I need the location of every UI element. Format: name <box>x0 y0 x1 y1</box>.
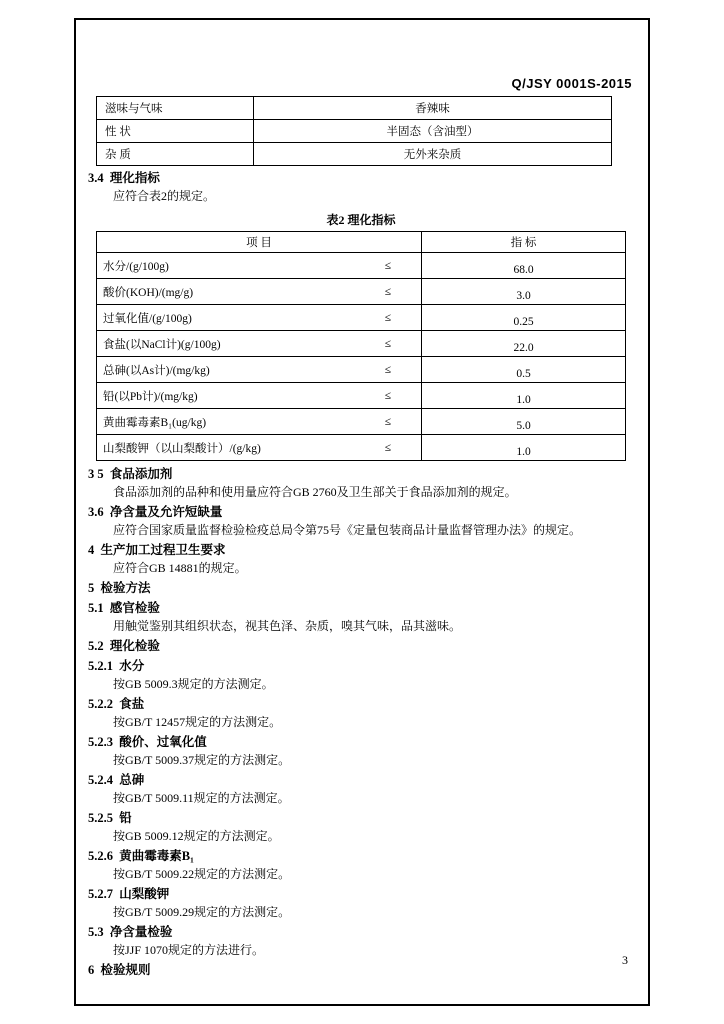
indicator-row <box>97 357 626 383</box>
indicator-name: 过氧化值/(g/100g) <box>103 312 192 325</box>
indicator-row <box>97 305 626 331</box>
indicator-name: 铅(以Pb计)/(mg/kg) <box>103 390 198 403</box>
document-body-sections <box>88 467 634 978</box>
relation-symbol: ≤ <box>384 311 391 324</box>
spec-label: 滋味与气味 <box>97 97 254 120</box>
section-paragraph: 按GB 5009.3规定的方法测定。 <box>113 677 274 691</box>
section-heading: 5 检验方法 <box>88 581 151 595</box>
column-header-value: 指 标 <box>422 232 626 253</box>
indicator-name: 食盐(以NaCl计)(g/100g) <box>103 338 221 351</box>
indicator-value: 3.0 <box>422 279 626 305</box>
section-paragraph: 按GB/T 5009.29规定的方法测定。 <box>113 905 291 919</box>
indicator-row <box>97 253 626 279</box>
spec-table-row <box>97 97 612 120</box>
indicator-row <box>97 409 626 435</box>
indicator-name: 黄曲霉毒素B₁(ug/kg) <box>103 416 207 429</box>
table2-header-row <box>97 232 626 253</box>
section-heading: 5.2.3 酸价、过氧化值 <box>88 735 207 749</box>
indicator-value: 0.5 <box>422 357 626 383</box>
relation-symbol: ≤ <box>384 259 391 272</box>
indicator-name: 总砷(以As计)/(mg/kg) <box>103 364 210 377</box>
section-paragraph: 按GB/T 12457规定的方法测定。 <box>113 715 282 729</box>
column-header-item: 项 目 <box>97 232 422 253</box>
relation-symbol: ≤ <box>384 415 391 428</box>
indicator-value: 1.0 <box>422 383 626 409</box>
indicator-value: 5.0 <box>422 409 626 435</box>
indicator-value: 22.0 <box>422 331 626 357</box>
section-heading: 6 检验规则 <box>88 963 151 977</box>
section-heading: 5.1 感官检验 <box>88 601 160 615</box>
section-heading: 5.2.6 黄曲霉毒素B₁ <box>88 849 194 863</box>
section-heading: 5.2.4 总砷 <box>88 773 145 787</box>
indicator-item-cell <box>97 357 422 383</box>
indicator-name: 水分/(g/100g) <box>103 260 169 273</box>
section-heading: 5.2.1 水分 <box>88 659 145 673</box>
physicochemical-table <box>96 231 626 461</box>
spec-value: 无外来杂质 <box>254 143 612 166</box>
table2-caption: 表2 理化指标 <box>326 213 396 227</box>
indicator-item-cell <box>97 409 422 435</box>
indicator-value: 1.0 <box>422 435 626 461</box>
indicator-row <box>97 279 626 305</box>
spec-table-row <box>97 120 612 143</box>
sensory-spec-table <box>96 96 612 166</box>
section-heading: 5.2.2 食盐 <box>88 697 145 711</box>
page-number: 3 <box>622 953 628 967</box>
section-paragraph: 按GB 5009.12规定的方法测定。 <box>113 829 280 843</box>
section-paragraph: 应符合国家质量监督检验检疫总局令第75号《定量包装商品计量监督管理办法》的规定。 <box>113 523 582 537</box>
standard-number-header: Q/JSY 0001S-2015 <box>511 76 632 91</box>
indicator-row <box>97 435 626 461</box>
indicator-item-cell <box>97 383 422 409</box>
section-paragraph: 食品添加剂的品种和使用量应符合GB 2760及卫生部关于食品添加剂的规定。 <box>113 485 517 499</box>
section-heading: 5.2.7 山梨酸钾 <box>88 887 170 901</box>
indicator-item-cell <box>97 305 422 331</box>
spec-value: 半固态（含油型） <box>254 120 612 143</box>
section-3-4-heading: 3.4 理化指标 <box>88 171 160 185</box>
spec-table-row <box>97 143 612 166</box>
document-page <box>74 18 650 1006</box>
relation-symbol: ≤ <box>384 285 391 298</box>
section-paragraph: 按GB/T 5009.37规定的方法测定。 <box>113 753 291 767</box>
section-heading: 5.2.5 铅 <box>88 811 132 825</box>
indicator-value: 0.25 <box>422 305 626 331</box>
relation-symbol: ≤ <box>384 441 391 454</box>
section-paragraph: 按GB/T 5009.11规定的方法测定。 <box>113 791 290 805</box>
section-paragraph: 应符合GB 14881的规定。 <box>113 561 247 575</box>
spec-label: 性 状 <box>97 120 254 143</box>
section-paragraph: 按GB/T 5009.22规定的方法测定。 <box>113 867 291 881</box>
section-heading: 3.6 净含量及允许短缺量 <box>88 505 223 519</box>
indicator-name: 酸价(KOH)/(mg/g) <box>103 286 194 299</box>
spec-label: 杂 质 <box>97 143 254 166</box>
indicator-row <box>97 331 626 357</box>
indicator-item-cell <box>97 279 422 305</box>
relation-symbol: ≤ <box>384 337 391 350</box>
section-heading: 5.2 理化检验 <box>88 639 160 653</box>
indicator-item-cell <box>97 331 422 357</box>
section-paragraph: 用触觉鉴别其组织状态，视其色泽、杂质，嗅其气味，品其滋味。 <box>113 619 462 633</box>
indicator-row <box>97 383 626 409</box>
indicator-value: 68.0 <box>422 253 626 279</box>
section-paragraph: 按JJF 1070规定的方法进行。 <box>113 943 265 957</box>
relation-symbol: ≤ <box>384 389 391 402</box>
section-heading: 3 5 食品添加剂 <box>88 467 173 481</box>
indicator-item-cell <box>97 435 422 461</box>
section-heading: 4 生产加工过程卫生要求 <box>88 543 226 557</box>
section-heading: 5.3 净含量检验 <box>88 925 173 939</box>
relation-symbol: ≤ <box>384 363 391 376</box>
indicator-item-cell <box>97 253 422 279</box>
section-3-4-body: 应符合表2的规定。 <box>113 189 216 203</box>
indicator-name: 山梨酸钾（以山梨酸计）/(g/kg) <box>103 442 261 455</box>
spec-value: 香辣味 <box>254 97 612 120</box>
